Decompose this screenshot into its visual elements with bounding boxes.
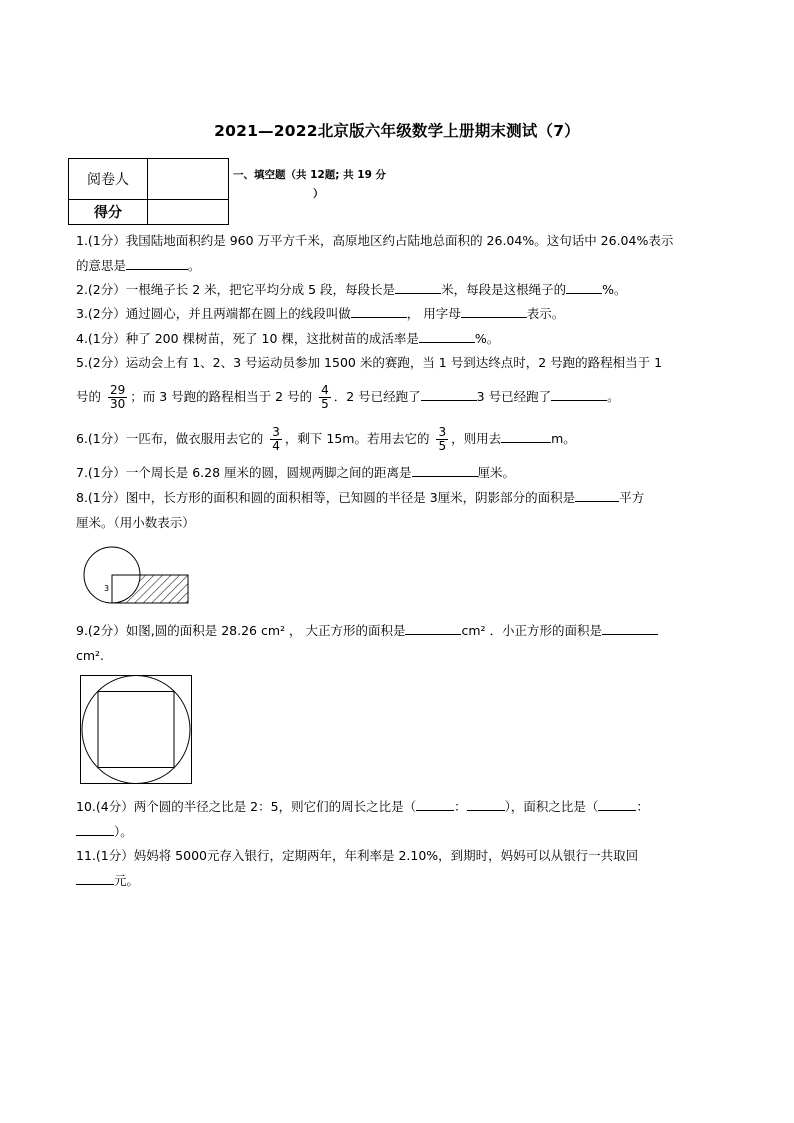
q10-line1 xyxy=(76,795,721,820)
question-9 xyxy=(76,619,721,668)
q7-text-b: 厘米。 xyxy=(477,465,516,480)
q6-frac1-denominator: 4 xyxy=(272,439,280,453)
q5-frac2-denominator: 5 xyxy=(321,396,329,411)
question-8 xyxy=(76,486,721,535)
reviewer-label-cell: 阅卷人 xyxy=(69,159,148,200)
q2-text-a: 2.(2分）一根绳子长 2 米，把它平均分成 5 段，每段长是 xyxy=(76,282,396,297)
q5-line1: 5.(2分）运动会上有 1、2、3 号运动员参加 1500 米的赛跑，当 1 号到达终点时，2 号跑的路程相当于 1 xyxy=(76,355,663,370)
question-10 xyxy=(76,795,721,844)
q8-blank-area[interactable] xyxy=(575,487,619,502)
q9-blank-big-square[interactable] xyxy=(405,620,461,635)
q5-line2 xyxy=(76,382,721,412)
reviewer-input-cell[interactable] xyxy=(148,159,229,200)
q6-fraction-2 xyxy=(436,426,448,453)
q8-radius-label: 3 xyxy=(104,584,110,593)
q10-blank-area-a[interactable] xyxy=(598,796,636,811)
q8-text-a: 8.(1分）图中，长方形的面积和圆的面积相等，已知圆的半径是 3厘米，阴影部分的面积是 xyxy=(76,490,576,505)
section-heading-line2: ） xyxy=(313,188,324,200)
q7-blank-distance[interactable] xyxy=(412,462,478,477)
grade-table xyxy=(68,158,229,225)
q1-text-b: 的意思是 xyxy=(76,257,127,273)
q4-text-b: %。 xyxy=(474,331,500,346)
q10-blank-perimeter-a[interactable] xyxy=(416,796,454,811)
q5-fraction-1 xyxy=(108,384,127,411)
q10-blank-area-b[interactable] xyxy=(76,821,114,836)
q6-text-a: 6.(1分）一匹布，做衣服用去它的 xyxy=(76,431,264,446)
q9-line1 xyxy=(76,619,721,644)
q3-text-b: ， 用字母 xyxy=(406,306,461,321)
q10-text-e: ）。 xyxy=(114,823,133,839)
q5-fraction-2 xyxy=(319,384,331,411)
q3-blank-name[interactable] xyxy=(351,303,407,318)
q11-text-b: 元。 xyxy=(114,872,140,888)
q10-line2 xyxy=(76,820,721,845)
q9-text-b: cm² ．小正方形的面积是 xyxy=(461,623,603,638)
q9-blank-small-square[interactable] xyxy=(602,620,658,635)
page-title: 2021—2022北京版六年级数学上册期末测试（7） xyxy=(214,122,580,140)
q5-text-e: 3 号已经跑了 xyxy=(476,388,552,404)
q5-frac2-numerator: 4 xyxy=(321,382,329,397)
question-7 xyxy=(76,461,721,486)
q5-text-g: 。 xyxy=(607,388,620,404)
q7-text-a: 7.(1分）一个周长是 6.28 厘米的圆，圆规两脚之间的距离是 xyxy=(76,465,412,480)
q1-line1: 1.(1分）我国陆地面积约是 960 万平方千米，高原地区约占陆地总面积的 26.04%。这句话中 26.04%表示 xyxy=(76,233,674,248)
q5-frac1-denominator: 30 xyxy=(110,396,126,411)
q4-text-a: 4.(1分）种了 200 棵树苗，死了 10 棵，这批树苗的成活率是 xyxy=(76,331,419,346)
q10-text-a: 10.(4分）两个圆的半径之比是 2：5，则它们的周长之比是（ xyxy=(76,799,417,814)
q10-text-b: ： xyxy=(454,799,467,814)
q10-blank-perimeter-b[interactable] xyxy=(467,796,505,811)
q9-line2: cm². xyxy=(76,647,105,663)
q11-blank-total[interactable] xyxy=(76,870,114,885)
q10-text-d: ： xyxy=(636,799,649,814)
section-heading-line1: 一、填空题（共 12题; 共 19 分 xyxy=(233,169,387,181)
q11-line2 xyxy=(76,869,721,894)
q3-text-a: 3.(2分）通过圆心，并且两端都在圆上的线段叫做 xyxy=(76,306,351,321)
q1-line2 xyxy=(76,254,721,279)
section-heading xyxy=(233,166,386,204)
q9-figure xyxy=(79,674,195,786)
q6-frac2-denominator: 5 xyxy=(438,439,447,453)
q5-blank-runner3[interactable] xyxy=(551,386,607,401)
q2-blank-percent[interactable] xyxy=(566,279,602,294)
q3-blank-letter[interactable] xyxy=(461,303,527,318)
question-3 xyxy=(76,302,721,327)
q3-text-c: 表示。 xyxy=(526,306,565,321)
q8-line1 xyxy=(76,486,721,511)
q4-blank-rate[interactable] xyxy=(419,328,475,343)
q2-blank-length[interactable] xyxy=(395,279,441,294)
q5-text-c: ；而 3 号跑的路程相当于 2 号的 xyxy=(130,388,313,404)
q2-text-c: %。 xyxy=(602,282,627,297)
question-6 xyxy=(76,424,721,454)
q9-small-square xyxy=(98,692,174,768)
q5-text-b: 号的 xyxy=(76,388,102,404)
q2-text-b: 米，每段是这根绳子的 xyxy=(441,282,567,297)
q9-text-a: 9.(2分）如图,圆的面积是 28.26 cm² ， 大正方形的面积是 xyxy=(76,623,406,638)
q8-text-b: 平方 xyxy=(619,490,645,505)
q6-blank-used[interactable] xyxy=(501,428,551,443)
question-2 xyxy=(76,278,721,303)
q5-frac1-numerator: 29 xyxy=(110,382,126,397)
q6-fraction-1 xyxy=(270,426,282,453)
q6-text-d: m。 xyxy=(551,431,576,446)
score-label-cell: 得分 xyxy=(69,200,148,225)
question-4 xyxy=(76,327,721,352)
q8-figure xyxy=(82,545,194,607)
q5-text-d: ．2 号已经跑了 xyxy=(333,388,421,404)
q10-text-c: ），面积之比是（ xyxy=(504,799,599,814)
q6-frac1-numerator: 3 xyxy=(272,425,280,439)
question-1 xyxy=(76,229,721,278)
q6-text-c: ，则用去 xyxy=(451,431,502,446)
question-11 xyxy=(76,844,721,893)
q8-line2: 厘米。（用小数表示） xyxy=(76,514,195,530)
q1-answer-blank[interactable] xyxy=(126,255,188,270)
q5-blank-runner2[interactable] xyxy=(421,386,477,401)
score-input-cell[interactable] xyxy=(148,200,229,225)
q6-text-b: ，剩下 15m。若用去它的 xyxy=(284,431,430,446)
q11-line1: 11.(1分）妈妈将 5000元存入银行，定期两年，年利率是 2.10%，到期时，妈妈可以从银行一共取回 xyxy=(76,848,639,863)
q1-text-c: 。 xyxy=(188,257,201,273)
question-5 xyxy=(76,351,721,412)
q6-frac2-numerator: 3 xyxy=(438,425,447,439)
